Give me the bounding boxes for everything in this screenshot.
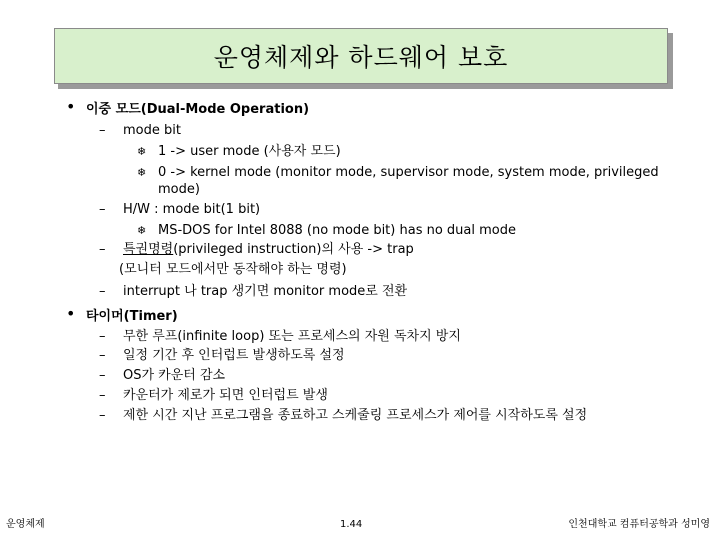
footer-left: 운영체제 <box>6 519 45 530</box>
bullet-heading: 이중 모드(Dual-Mode Operation) <box>86 102 310 117</box>
bullet-heading: 타이머(Timer) <box>86 309 178 324</box>
footer-right: 인천대학교 컴퓨터공학과 성미영 <box>568 519 710 530</box>
list-item: 제한 시간 지난 프로그램을 종료하고 스케줄링 프로세스가 제어를 시작하도록 설정 <box>123 408 588 423</box>
snowflake-icon: ❄ <box>137 145 147 158</box>
page-title: 운영체제와 하드웨어 보호 <box>213 43 509 72</box>
sub-item: 0 -> kernel mode (monitor mode, supervisor mode, system mode, privileged <box>158 165 659 180</box>
list-item-rest: (privileged instruction)의 사용 -> trap <box>173 242 414 257</box>
list-item: mode bit <box>123 123 181 138</box>
dash-marker: – <box>99 329 106 344</box>
list-item: H/W : mode bit(1 bit) <box>123 202 261 217</box>
snowflake-icon: ❄ <box>137 224 147 237</box>
dash-marker: – <box>99 408 106 423</box>
dash-marker: – <box>99 368 106 383</box>
page-number: 1.44 <box>340 519 363 530</box>
sub-item: MS-DOS for Intel 8088 (no mode bit) has no dual mode <box>158 223 516 238</box>
dash-marker: – <box>99 388 106 403</box>
privileged-instruction-term: 특권명령 <box>123 242 174 257</box>
list-item: 무한 루프(infinite loop) 또는 프로세스의 자원 독차지 방지 <box>123 329 461 344</box>
sub-item-continued: mode) <box>158 182 200 197</box>
dash-marker: – <box>99 348 106 363</box>
list-item <box>123 241 414 259</box>
list-item: 일정 기간 후 인터럽트 발생하도록 설정 <box>123 348 345 363</box>
snowflake-icon: ❄ <box>137 166 147 179</box>
bullet-marker: • <box>66 97 76 116</box>
list-item: OS가 카운터 감소 <box>123 368 226 383</box>
list-item: 카운터가 제로가 되면 인터럽트 발생 <box>123 388 328 403</box>
dash-marker: – <box>99 242 106 257</box>
list-item: interrupt 나 trap 생기면 monitor mode로 전환 <box>123 284 408 299</box>
list-item-continued: (모니터 모드에서만 동작해야 하는 명령) <box>119 262 347 277</box>
dash-marker: – <box>99 123 106 138</box>
dash-marker: – <box>99 202 106 217</box>
dash-marker: – <box>99 284 106 299</box>
bullet-marker: • <box>66 304 76 323</box>
sub-item: 1 -> user mode (사용자 모드) <box>158 144 341 159</box>
